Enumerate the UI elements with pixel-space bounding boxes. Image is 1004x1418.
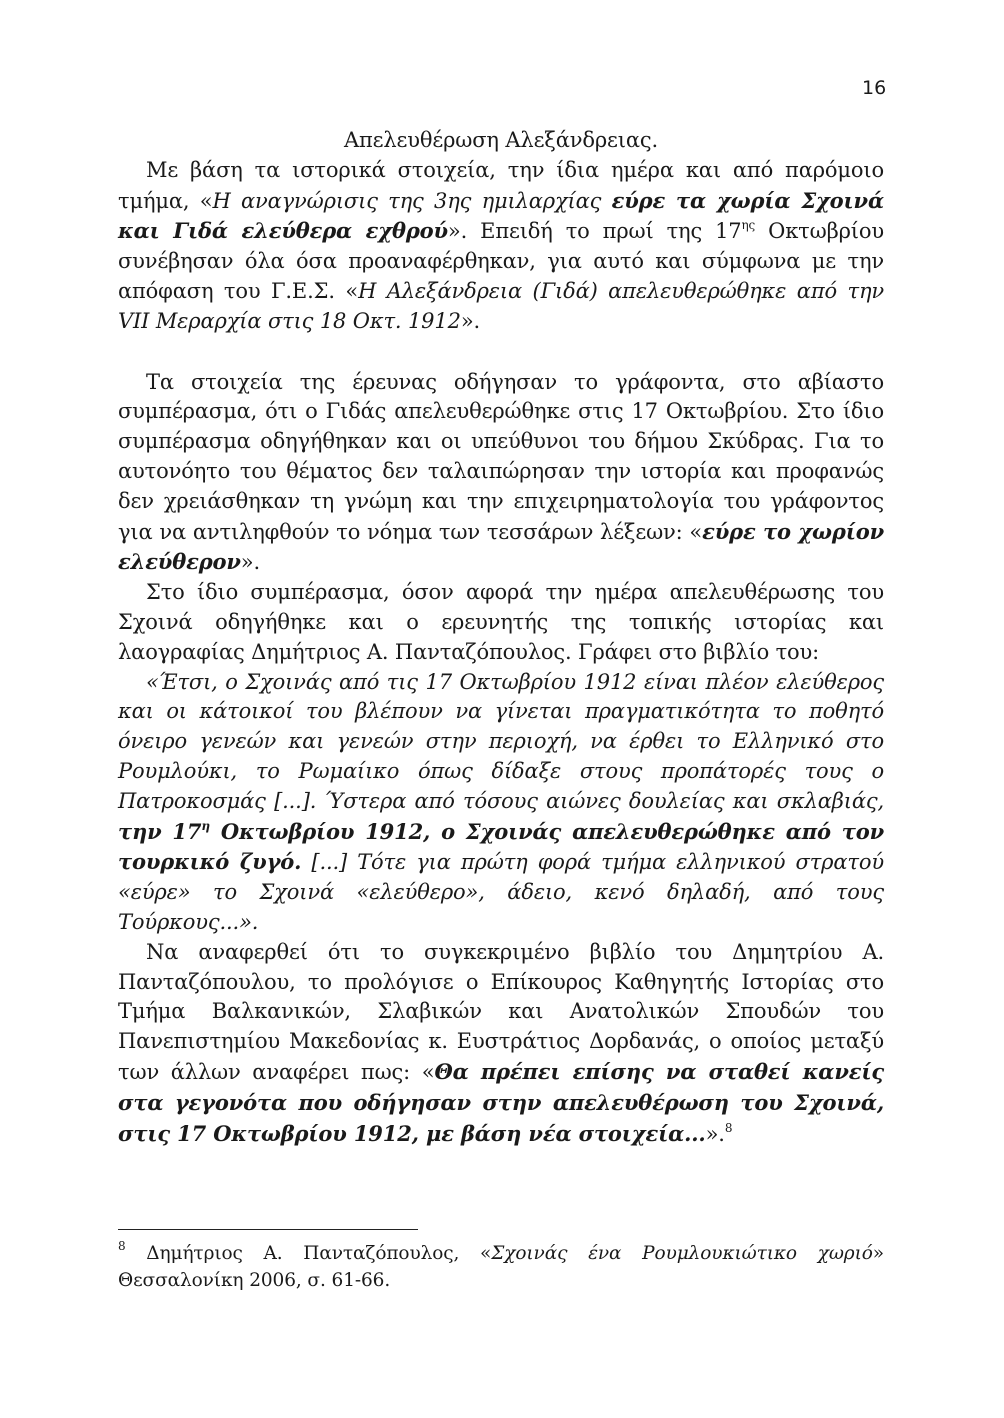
p2-text-2: ». [240, 550, 261, 575]
p3-text-1: Στο ίδιο συμπέρασμα, όσον αφορά την ημέρα απελευθέρωσης του Σχοινά οδηγήθηκε και ο ερευνητής της τοπικής ιστορίας και λαογραφίας Δημήτριος Α. Πανταζόπουλος. Γράφει στο βιβλίο του: [118, 580, 884, 664]
footnote-text-2: » Θεσσαλονίκη 2006, σ. 61-66. [118, 1243, 884, 1291]
footnote-text-1: Δημήτριος Α. Πανταζόπουλος, « [125, 1243, 492, 1264]
block-quote [118, 668, 884, 938]
paragraph-3 [118, 578, 884, 667]
section-title: Απελευθέρωση Αλεξάνδρειας. [343, 128, 659, 152]
p4-bold-italic-2: Οκτωβρίου 1912, ο Σχοινάς απελευθερώθηκε από τον τουρκικό ζυγό. [118, 818, 884, 875]
p2-text-1: Τα στοιχεία της έρευνας οδήγησαν το γράφοντα, στο αβίαστο συμπέρασμα, ότι ο Γιδάς απελευθερώθηκε στις 17 Οκτωβρίου. Στο ίδιο συμπέρασμα οδηγήθηκαν και οι υπεύθυνοι του δήμου Σκύδρας. Για το αυτονόητο του θέματος δεν ταλαιπώρησαν την ιστορία και προφανώς δεν χρειάσθηκαν τη γνώμη και την επιχειρηματολογία του γράφοντος για να αντιληφθούν το νόημα των τεσσάρων λέξεων: « [118, 369, 884, 544]
p4-italic-1: «Έτσι, ο Σχοινάς από τις 17 Οκτωβρίου 1912 είναι πλέον ελεύθερος και οι κάτοικοί του βλέπουν να γίνεται πραγματικότητα το ποθητό όνειρο γενεών και γενεών στην περιοχή, να έρθει το Ελληνικό στο Ρουμλούκι, το Ρωμαίικο όπως δίδαξε στους προπάτορές τους ο Πατροκοσμάς [...]. Ύστερα από τόσους αιώνες δουλείας και σκλαβιάς, [118, 669, 884, 813]
p1-text-2: ». Επειδή το πρωί της 17 [447, 219, 742, 244]
footnote [118, 1240, 884, 1294]
p1-text-3: Οκτωβρίου συνέβησαν όλα όσα προαναφέρθηκαν, για αυτό και σύμφωνα με την απόφαση του Γ.Ε.Σ. « [118, 219, 885, 303]
page-number: 16 [862, 77, 887, 99]
paragraph-1 [118, 156, 884, 337]
footnote-italic: Σχοινάς ένα Ρουμλουκιώτικο χωριό [491, 1243, 873, 1264]
footnote-reference[interactable]: 8 [724, 1120, 733, 1135]
p4-italic-2: [...] Τότε για πρώτη φορά τμήμα ελληνικού στρατού «εύρε» το Σχοινά «ελεύθερο», άδειο, κενό δηλαδή, από τους Τούρκους...». [118, 850, 884, 934]
footnote-marker: 8 [118, 1239, 126, 1253]
p5-text-2: ». [705, 1121, 725, 1146]
footnote-divider [118, 1229, 418, 1230]
p1-text-4: ». [460, 308, 481, 333]
p1-italic-1: Η αναγνώρισις της 3ης ημιλαρχίας [212, 188, 612, 213]
body-text [118, 126, 884, 1149]
p1-italic-2: Η Αλεξάνδρεια (Γιδά) απελευθερώθηκε από την VII Μεραρχία στις 18 Οκτ. 1912 [118, 278, 884, 333]
p1-text-1: Με βάση τα ιστορικά στοιχεία, την ίδια ημέρα και από παρόμοιο τμήμα, « [118, 157, 884, 213]
p2-bold-italic-1: εύρε το χωρίον ελεύθερον [118, 518, 884, 575]
p5-bold-italic-1: Θα πρέπει επίσης να σταθεί κανείς στα γεγονότα που οδήγησαν στην απελευθέρωση του Σχοινά, στις 17 Οκτωβρίου 1912, με βάση νέα στοιχεία... [118, 1058, 885, 1146]
p1-bold-italic-1: εύρε τα χωρία Σχοινά και Γιδά ελεύθερα εχθρού [118, 187, 884, 244]
p1-superscript: ης [741, 218, 756, 233]
paragraph-5 [118, 938, 884, 1150]
p4-bold-italic-1: την 17 [118, 818, 202, 844]
p5-text-1: Να αναφερθεί ότι το συγκεκριμένο βιβλίο του Δημητρίου Α. Πανταζόπουλου, το προλόγισε ο Επίκουρος Καθηγητής Ιστορίας στο Τμήμα Βαλκανικών, Σλαβικών και Ανατολικών Σπουδών του Πανεπιστημίου Μακεδονίας κ. Ευστράτιος Δορδανάς, ο οποίος μεταξύ των άλλων αναφέρει πως: « [118, 939, 884, 1084]
p4-superscript: η [201, 818, 210, 833]
paragraph-2 [118, 368, 884, 579]
